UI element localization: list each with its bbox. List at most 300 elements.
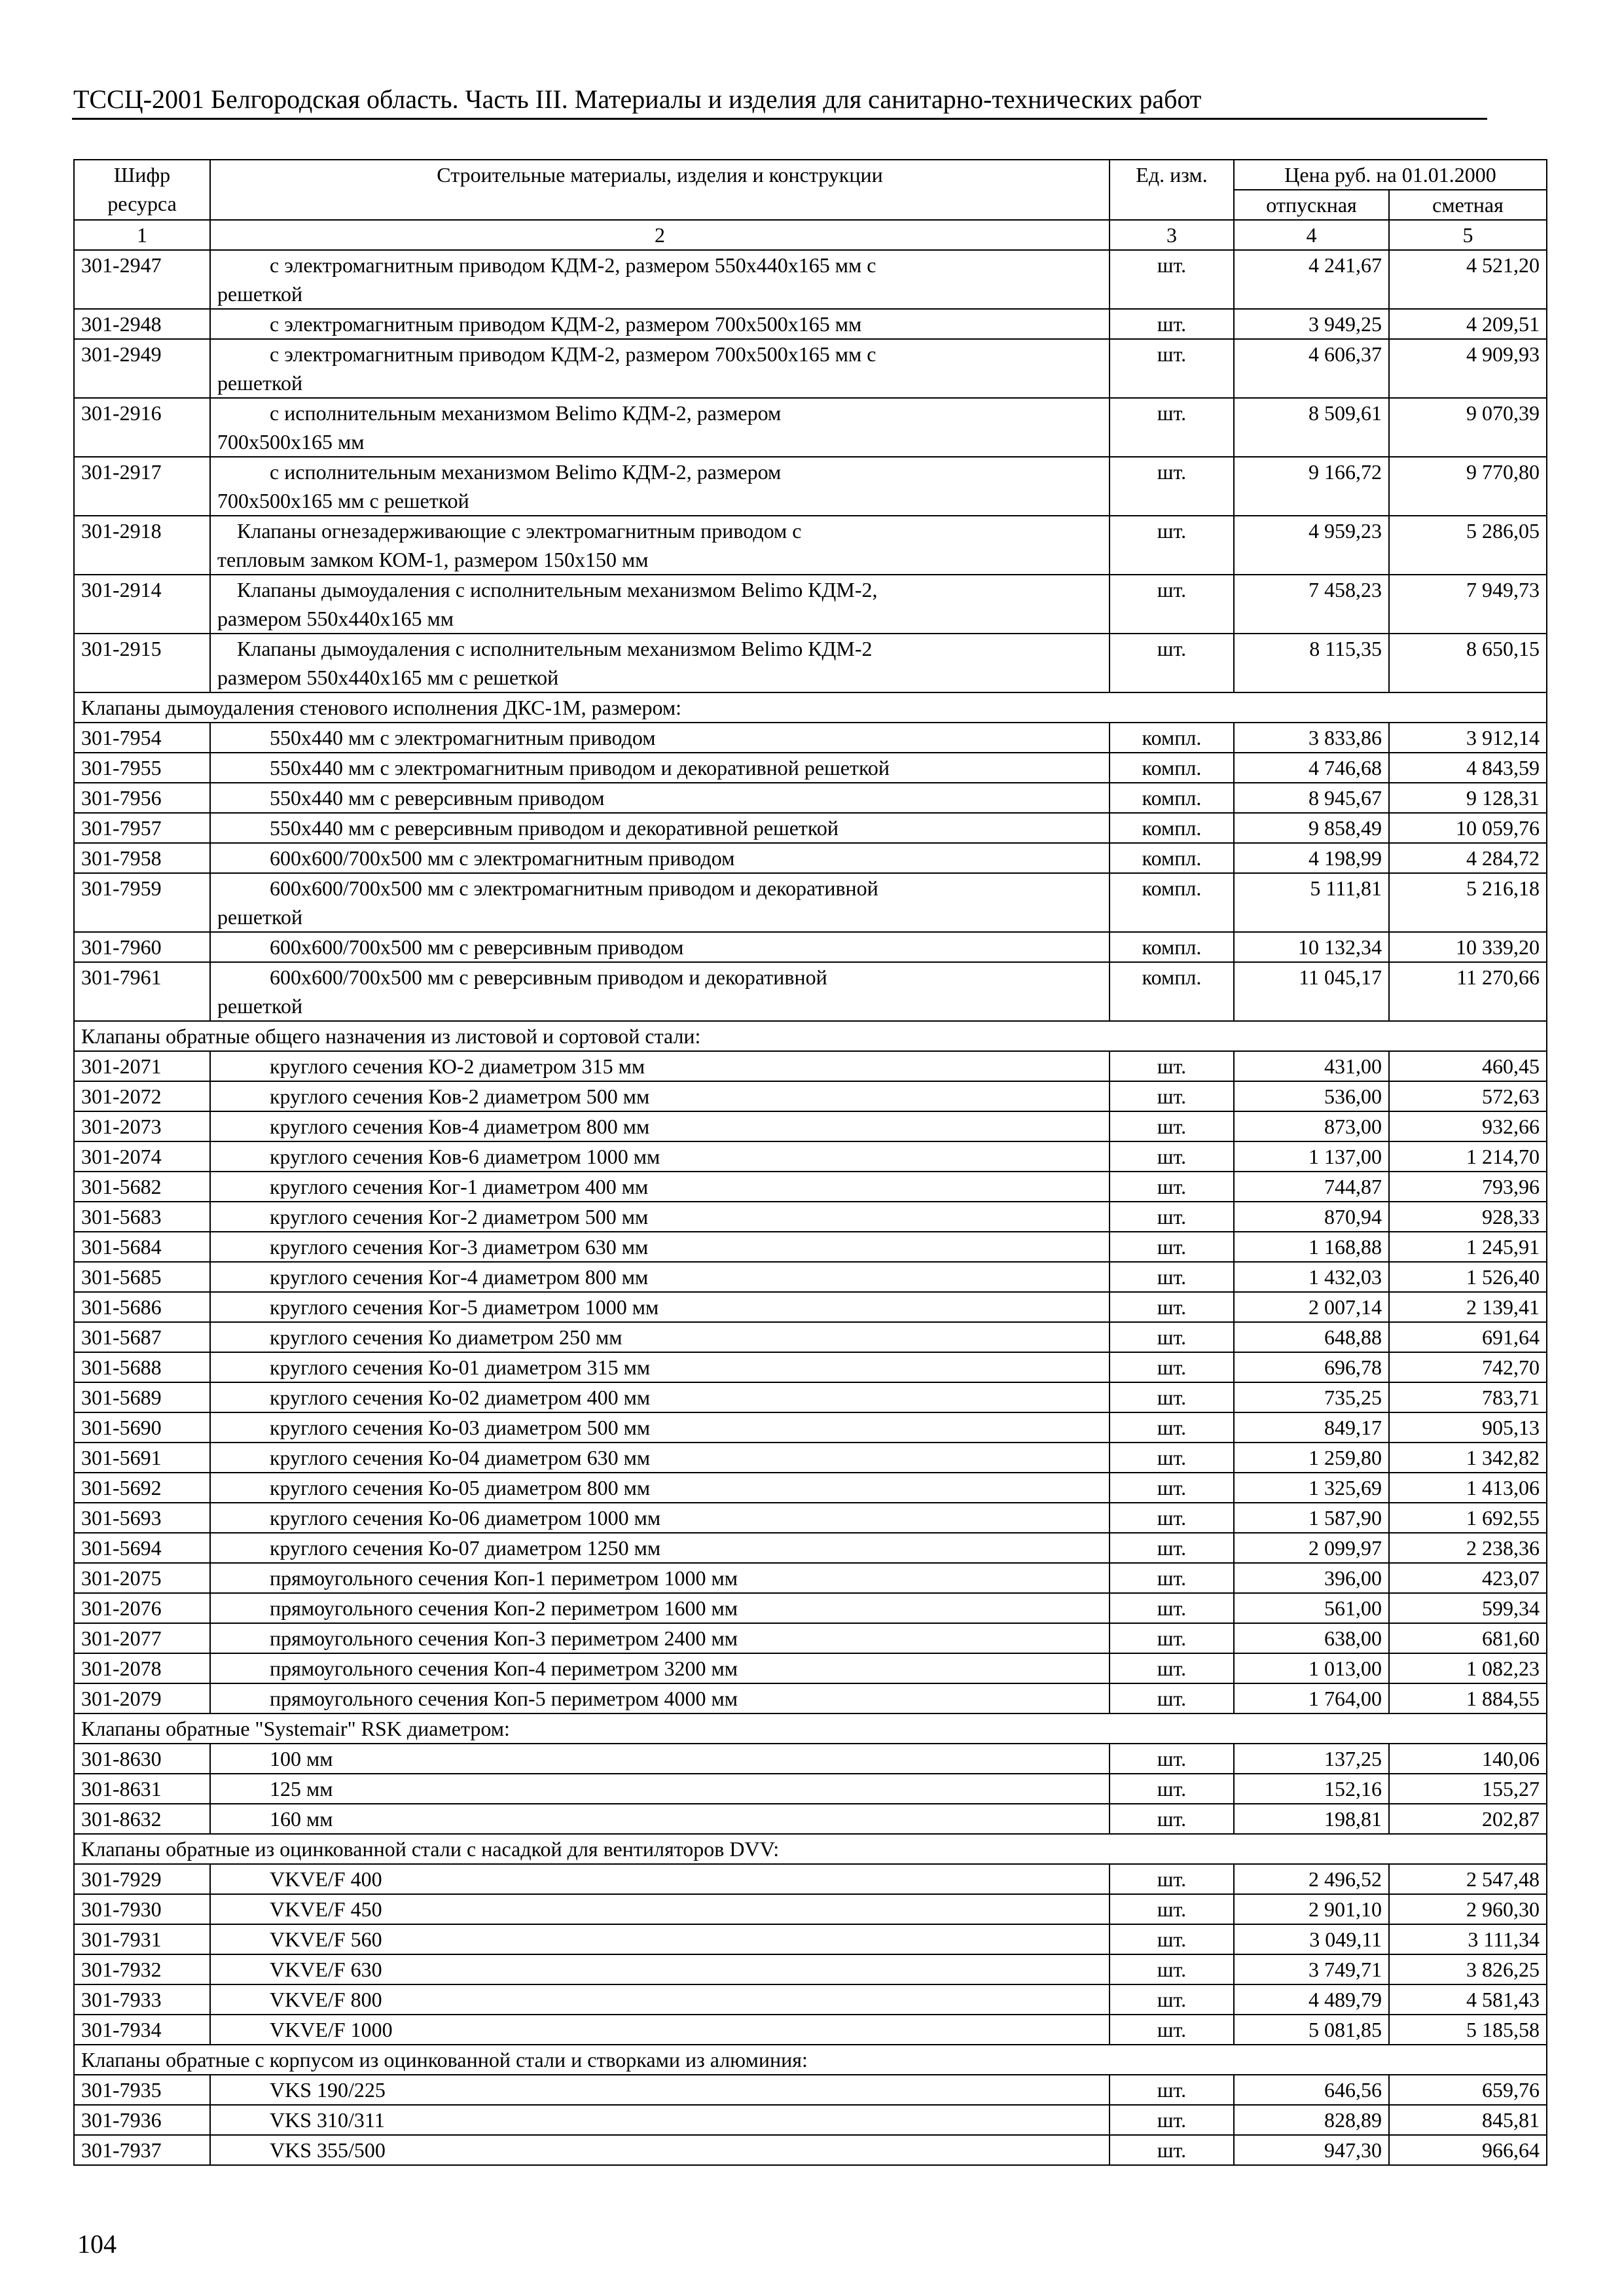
table-row [74, 2135, 1547, 2165]
unit: шт. [1110, 1262, 1234, 1292]
resource-code: 301-5684 [74, 1232, 210, 1262]
unit: шт. [1110, 1623, 1234, 1653]
price-release: 735,25 [1234, 1382, 1389, 1412]
material-name-cell [210, 1172, 1110, 1202]
price-estimate: 2 238,36 [1389, 1533, 1547, 1563]
unit: компл. [1110, 723, 1234, 753]
material-name-cell [210, 1081, 1110, 1111]
resource-code: 301-7931 [74, 1924, 210, 1954]
price-release: 5 081,85 [1234, 2015, 1389, 2045]
material-name-cell [210, 1653, 1110, 1683]
material-name-cell [210, 309, 1110, 339]
material-name: круглого сечения Ков-2 диаметром 500 мм [270, 1085, 650, 1108]
unit: шт. [1110, 1111, 1234, 1141]
header-name: Строительные материалы, изделия и конструкции [210, 160, 1110, 220]
unit: компл. [1110, 783, 1234, 813]
price-release: 870,94 [1234, 1202, 1389, 1232]
header-price-release: отпускная [1234, 190, 1389, 220]
table-row [74, 1081, 1547, 1111]
material-name: прямоугольного сечения Коп-5 периметром 4000 мм [270, 1687, 738, 1710]
material-name-cell [210, 1051, 1110, 1081]
resource-code: 301-7956 [74, 783, 210, 813]
table-row [74, 575, 1547, 634]
table-row [74, 1804, 1547, 1834]
resource-code: 301-2071 [74, 1051, 210, 1081]
price-estimate: 3 111,34 [1389, 1924, 1547, 1954]
material-name-cell [210, 1744, 1110, 1774]
unit: компл. [1110, 843, 1234, 873]
price-estimate: 9 770,80 [1389, 457, 1547, 516]
table-row [74, 250, 1547, 309]
price-release: 8 945,67 [1234, 783, 1389, 813]
unit: шт. [1110, 1683, 1234, 1713]
price-release: 536,00 [1234, 1081, 1389, 1111]
material-name: 600х600/700х500 мм с реверсивным приводом и декоративной [270, 965, 827, 989]
resource-code: 301-7936 [74, 2105, 210, 2135]
resource-code: 301-7935 [74, 2075, 210, 2105]
resource-code: 301-2949 [74, 339, 210, 398]
material-name: 125 мм [270, 1777, 333, 1801]
material-name: 550х440 мм с электромагнитным приводом и декоративной решеткой [270, 756, 890, 780]
colnum-2: 2 [210, 220, 1110, 250]
material-name-cell [210, 1412, 1110, 1443]
price-release: 4 241,67 [1234, 250, 1389, 309]
price-release: 137,25 [1234, 1744, 1389, 1774]
price-release: 849,17 [1234, 1412, 1389, 1443]
price-estimate: 5 216,18 [1389, 873, 1547, 932]
table-row [74, 723, 1547, 753]
material-name: с электромагнитным приводом КДМ-2, размером 700х500х165 мм [270, 312, 862, 336]
table-row [74, 1352, 1547, 1382]
resource-code: 301-2076 [74, 1593, 210, 1623]
material-name-cell [210, 873, 1110, 932]
price-estimate: 4 843,59 [1389, 753, 1547, 783]
header-code: Шифр ресурса [74, 160, 210, 220]
price-estimate: 7 949,73 [1389, 575, 1547, 634]
price-estimate: 2 547,48 [1389, 1864, 1547, 1894]
price-estimate: 3 912,14 [1389, 723, 1547, 753]
price-release: 1 325,69 [1234, 1473, 1389, 1503]
material-name: 600х600/700х500 мм с реверсивным приводом [270, 935, 684, 959]
table-row [74, 962, 1547, 1021]
price-release: 11 045,17 [1234, 962, 1389, 1021]
price-release: 4 959,23 [1234, 516, 1389, 575]
table-row [74, 2075, 1547, 2105]
page-number: 104 [77, 2229, 117, 2259]
price-release: 1 013,00 [1234, 1653, 1389, 1683]
unit: шт. [1110, 1232, 1234, 1262]
resource-code: 301-2914 [74, 575, 210, 634]
material-name: VKS 190/225 [270, 2078, 386, 2102]
material-name-cell [210, 1262, 1110, 1292]
section-title: Клапаны обратные из оцинкованной стали с насадкой для вентиляторов DVV: [74, 1834, 1547, 1864]
resource-code: 301-2918 [74, 516, 210, 575]
material-name: круглого сечения Ков-6 диаметром 1000 мм [270, 1145, 660, 1168]
resource-code: 301-5691 [74, 1443, 210, 1473]
unit: шт. [1110, 339, 1234, 398]
table-row [74, 1172, 1547, 1202]
resource-code: 301-2078 [74, 1653, 210, 1683]
table-row [74, 398, 1547, 457]
material-name: прямоугольного сечения Коп-3 периметром 2400 мм [270, 1626, 738, 1650]
price-estimate: 4 909,93 [1389, 339, 1547, 398]
price-estimate: 2 960,30 [1389, 1894, 1547, 1924]
material-name-cell [210, 1473, 1110, 1503]
price-release: 561,00 [1234, 1593, 1389, 1623]
unit: шт. [1110, 1412, 1234, 1443]
price-release: 638,00 [1234, 1623, 1389, 1653]
material-name-cell [210, 516, 1110, 575]
section-row [74, 692, 1547, 723]
material-name-cell [210, 1322, 1110, 1352]
price-release: 396,00 [1234, 1563, 1389, 1593]
price-release: 7 458,23 [1234, 575, 1389, 634]
unit: шт. [1110, 634, 1234, 692]
unit: шт. [1110, 2105, 1234, 2135]
price-estimate: 599,34 [1389, 1593, 1547, 1623]
unit: шт. [1110, 250, 1234, 309]
price-release: 4 489,79 [1234, 1984, 1389, 2015]
material-name: круглого сечения Ко-05 диаметром 800 мм [270, 1476, 651, 1499]
colnum-4: 4 [1234, 220, 1389, 250]
material-name: круглого сечения Ког-3 диаметром 630 мм [270, 1235, 649, 1259]
material-name-continuation: 700х500х165 мм с решеткой [217, 489, 469, 512]
resource-code: 301-7937 [74, 2135, 210, 2165]
material-name: Клапаны дымоудаления с исполнительным механизмом Belimo КДМ-2, [237, 578, 878, 601]
section-title: Клапаны обратные "Systemair" RSK диаметром: [74, 1713, 1547, 1744]
price-estimate: 1 245,91 [1389, 1232, 1547, 1262]
price-estimate: 932,66 [1389, 1111, 1547, 1141]
material-name: круглого сечения Ко-06 диаметром 1000 мм [270, 1506, 661, 1530]
material-name: круглого сечения Ког-5 диаметром 1000 мм [270, 1295, 659, 1319]
price-estimate: 140,06 [1389, 1744, 1547, 1774]
section-row [74, 1834, 1547, 1864]
price-estimate: 659,76 [1389, 2075, 1547, 2105]
material-name: круглого сечения Ког-2 диаметром 500 мм [270, 1205, 649, 1229]
unit: шт. [1110, 1894, 1234, 1924]
price-release: 744,87 [1234, 1172, 1389, 1202]
unit: шт. [1110, 1533, 1234, 1563]
price-estimate: 966,64 [1389, 2135, 1547, 2165]
price-estimate: 928,33 [1389, 1202, 1547, 1232]
material-name-cell [210, 250, 1110, 309]
unit: шт. [1110, 1864, 1234, 1894]
unit: шт. [1110, 457, 1234, 516]
material-name-cell [210, 1443, 1110, 1473]
section-row [74, 1713, 1547, 1744]
price-release: 1 764,00 [1234, 1683, 1389, 1713]
price-estimate: 202,87 [1389, 1804, 1547, 1834]
resource-code: 301-7954 [74, 723, 210, 753]
price-estimate: 11 270,66 [1389, 962, 1547, 1021]
unit: шт. [1110, 1202, 1234, 1232]
material-name: Клапаны дымоудаления с исполнительным механизмом Belimo КДМ-2 [237, 637, 873, 660]
price-release: 10 132,34 [1234, 932, 1389, 962]
material-name: VKVE/F 630 [270, 1958, 382, 1981]
material-name: Клапаны огнезадерживающие с электромагнитным приводом с [237, 519, 802, 543]
resource-code: 301-2915 [74, 634, 210, 692]
price-release: 1 259,80 [1234, 1443, 1389, 1473]
price-release: 3 749,71 [1234, 1954, 1389, 1984]
material-name: круглого сечения Ког-1 диаметром 400 мм [270, 1175, 649, 1198]
resource-code: 301-5688 [74, 1352, 210, 1382]
unit: шт. [1110, 309, 1234, 339]
price-release: 1 587,90 [1234, 1503, 1389, 1533]
unit: шт. [1110, 1563, 1234, 1593]
table-header-row [74, 160, 1547, 190]
unit: компл. [1110, 932, 1234, 962]
material-name-continuation: решеткой [217, 905, 303, 929]
section-title: Клапаны дымоудаления стенового исполнения ДКС-1М, размером: [74, 692, 1547, 723]
price-estimate: 4 521,20 [1389, 250, 1547, 309]
material-name: 600х600/700х500 мм с электромагнитным приводом [270, 846, 735, 870]
price-release: 9 858,49 [1234, 813, 1389, 843]
table-row [74, 1473, 1547, 1503]
price-release: 873,00 [1234, 1111, 1389, 1141]
material-name: VKVE/F 560 [270, 1928, 382, 1951]
price-estimate: 4 581,43 [1389, 1984, 1547, 2015]
material-name-cell [210, 1774, 1110, 1804]
price-release: 3 833,86 [1234, 723, 1389, 753]
material-name-continuation: решеткой [217, 371, 303, 395]
unit: шт. [1110, 516, 1234, 575]
colnum-3: 3 [1110, 220, 1234, 250]
material-name: 550х440 мм с электромагнитным приводом [270, 726, 656, 749]
price-release: 198,81 [1234, 1804, 1389, 1834]
price-release: 8 509,61 [1234, 398, 1389, 457]
table-row [74, 1232, 1547, 1262]
price-estimate: 793,96 [1389, 1172, 1547, 1202]
price-release: 2 007,14 [1234, 1292, 1389, 1322]
resource-code: 301-7934 [74, 2015, 210, 2045]
table-row [74, 1563, 1547, 1593]
material-name-cell [210, 1141, 1110, 1172]
unit: шт. [1110, 398, 1234, 457]
unit: шт. [1110, 2135, 1234, 2165]
resource-code: 301-2073 [74, 1111, 210, 1141]
table-row [74, 1623, 1547, 1653]
material-name-continuation: размером 550х440х165 мм с решеткой [217, 666, 559, 689]
material-name: круглого сечения Ко-01 диаметром 315 мм [270, 1355, 651, 1379]
resource-code: 301-5686 [74, 1292, 210, 1322]
table-row [74, 1051, 1547, 1081]
price-estimate: 742,70 [1389, 1352, 1547, 1382]
material-name: 160 мм [270, 1807, 333, 1831]
price-release: 1 168,88 [1234, 1232, 1389, 1262]
price-estimate: 681,60 [1389, 1623, 1547, 1653]
material-name: с электромагнитным приводом КДМ-2, размером 700х500х165 мм с [270, 342, 876, 366]
resource-code: 301-5694 [74, 1533, 210, 1563]
material-name: с исполнительным механизмом Belimo КДМ-2, размером [270, 401, 782, 425]
material-name-cell [210, 2075, 1110, 2105]
table-row [74, 1262, 1547, 1292]
table-row [74, 1774, 1547, 1804]
table-row [74, 516, 1547, 575]
material-name-cell [210, 813, 1110, 843]
material-name: 100 мм [270, 1747, 333, 1770]
material-name: VKVE/F 450 [270, 1897, 382, 1921]
unit: шт. [1110, 1382, 1234, 1412]
price-estimate: 423,07 [1389, 1563, 1547, 1593]
table-row [74, 1412, 1547, 1443]
unit: шт. [1110, 1473, 1234, 1503]
resource-code: 301-5687 [74, 1322, 210, 1352]
table-row [74, 813, 1547, 843]
material-name-cell [210, 843, 1110, 873]
resource-code: 301-7929 [74, 1864, 210, 1894]
material-name-cell [210, 634, 1110, 692]
table-row [74, 932, 1547, 962]
table-body [74, 250, 1547, 2165]
table-row [74, 1894, 1547, 1924]
material-name: VKVE/F 1000 [270, 2018, 393, 2041]
material-name-cell [210, 783, 1110, 813]
resource-code: 301-7955 [74, 753, 210, 783]
material-name-continuation: решеткой [217, 282, 303, 306]
table-row [74, 2105, 1547, 2135]
colnum-1: 1 [74, 220, 210, 250]
price-release: 4 606,37 [1234, 339, 1389, 398]
material-name-cell [210, 1804, 1110, 1834]
unit: компл. [1110, 873, 1234, 932]
material-name-cell [210, 1894, 1110, 1924]
table-row [74, 1202, 1547, 1232]
table-row [74, 1503, 1547, 1533]
unit: шт. [1110, 575, 1234, 634]
price-estimate: 155,27 [1389, 1774, 1547, 1804]
price-release: 2 496,52 [1234, 1864, 1389, 1894]
table-row [74, 339, 1547, 398]
unit: шт. [1110, 1141, 1234, 1172]
price-release: 1 432,03 [1234, 1262, 1389, 1292]
resource-code: 301-7959 [74, 873, 210, 932]
table-row [74, 1111, 1547, 1141]
price-release: 947,30 [1234, 2135, 1389, 2165]
price-table [73, 159, 1547, 2166]
table-row [74, 1141, 1547, 1172]
price-estimate: 8 650,15 [1389, 634, 1547, 692]
price-estimate: 10 059,76 [1389, 813, 1547, 843]
price-release: 4 198,99 [1234, 843, 1389, 873]
section-row [74, 2045, 1547, 2075]
price-estimate: 1 884,55 [1389, 1683, 1547, 1713]
unit: шт. [1110, 1653, 1234, 1683]
material-name-continuation: решеткой [217, 994, 303, 1018]
resource-code: 301-2947 [74, 250, 210, 309]
resource-code: 301-8632 [74, 1804, 210, 1834]
unit: шт. [1110, 1051, 1234, 1081]
material-name-cell [210, 339, 1110, 398]
price-estimate: 9 128,31 [1389, 783, 1547, 813]
material-name-cell [210, 723, 1110, 753]
price-release: 9 166,72 [1234, 457, 1389, 516]
resource-code: 301-2079 [74, 1683, 210, 1713]
price-release: 8 115,35 [1234, 634, 1389, 692]
resource-code: 301-5689 [74, 1382, 210, 1412]
table-row [74, 1593, 1547, 1623]
material-name-cell [210, 1232, 1110, 1262]
page-header-title: ТССЦ-2001 Белгородская область. Часть III. Материалы и изделия для санитарно-технических работ [73, 84, 1202, 114]
material-name: VKS 310/311 [270, 2108, 385, 2132]
material-name: круглого сечения Ков-4 диаметром 800 мм [270, 1115, 650, 1138]
material-name: прямоугольного сечения Коп-4 периметром 3200 мм [270, 1657, 738, 1680]
material-name: с электромагнитным приводом КДМ-2, размером 550х440х165 мм с [270, 253, 876, 277]
unit: компл. [1110, 962, 1234, 1021]
table-row [74, 1653, 1547, 1683]
resource-code: 301-5682 [74, 1172, 210, 1202]
resource-code: 301-2948 [74, 309, 210, 339]
material-name-cell [210, 753, 1110, 783]
table-row [74, 753, 1547, 783]
material-name: VKVE/F 800 [270, 1988, 382, 2011]
header-unit: Ед. изм. [1110, 160, 1234, 220]
material-name: 550х440 мм с реверсивным приводом и декоративной решеткой [270, 816, 839, 840]
resource-code: 301-2072 [74, 1081, 210, 1111]
resource-code: 301-7932 [74, 1954, 210, 1984]
price-estimate: 4 284,72 [1389, 843, 1547, 873]
price-estimate: 3 826,25 [1389, 1954, 1547, 1984]
material-name-cell [210, 1111, 1110, 1141]
resource-code: 301-8631 [74, 1774, 210, 1804]
price-release: 2 099,97 [1234, 1533, 1389, 1563]
price-estimate: 10 339,20 [1389, 932, 1547, 962]
price-estimate: 572,63 [1389, 1081, 1547, 1111]
table-row [74, 1683, 1547, 1713]
material-name-cell [210, 1954, 1110, 1984]
resource-code: 301-8630 [74, 1744, 210, 1774]
resource-code: 301-7960 [74, 932, 210, 962]
unit: компл. [1110, 753, 1234, 783]
resource-code: 301-5690 [74, 1412, 210, 1443]
section-row [74, 1021, 1547, 1051]
header-price-estimate: сметная [1389, 190, 1547, 220]
unit: шт. [1110, 1322, 1234, 1352]
material-name: круглого сечения Ко-07 диаметром 1250 мм [270, 1536, 661, 1560]
resource-code: 301-7958 [74, 843, 210, 873]
header-rule [72, 118, 1487, 120]
unit: шт. [1110, 1984, 1234, 2015]
price-release: 646,56 [1234, 2075, 1389, 2105]
unit: шт. [1110, 1954, 1234, 1984]
table-row [74, 783, 1547, 813]
price-estimate: 460,45 [1389, 1051, 1547, 1081]
price-release: 3 049,11 [1234, 1924, 1389, 1954]
price-estimate: 9 070,39 [1389, 398, 1547, 457]
material-name-cell [210, 2015, 1110, 2045]
unit: шт. [1110, 1804, 1234, 1834]
material-name: круглого сечения Ког-4 диаметром 800 мм [270, 1265, 649, 1289]
table-row [74, 634, 1547, 692]
material-name-cell [210, 1533, 1110, 1563]
resource-code: 301-2917 [74, 457, 210, 516]
resource-code: 301-2916 [74, 398, 210, 457]
material-name-continuation: размером 550х440х165 мм [217, 607, 454, 630]
unit: шт. [1110, 1593, 1234, 1623]
table-row [74, 309, 1547, 339]
material-name-cell [210, 1292, 1110, 1322]
price-estimate: 1 214,70 [1389, 1141, 1547, 1172]
material-name: круглого сечения КО-2 диаметром 315 мм [270, 1054, 645, 1078]
material-name-continuation: 700х500х165 мм [217, 430, 365, 454]
unit: шт. [1110, 1924, 1234, 1954]
price-release: 4 746,68 [1234, 753, 1389, 783]
resource-code: 301-2075 [74, 1563, 210, 1593]
material-name-cell [210, 1984, 1110, 2015]
resource-code: 301-5693 [74, 1503, 210, 1533]
price-estimate: 2 139,41 [1389, 1292, 1547, 1322]
table-row [74, 1954, 1547, 1984]
unit: шт. [1110, 2075, 1234, 2105]
